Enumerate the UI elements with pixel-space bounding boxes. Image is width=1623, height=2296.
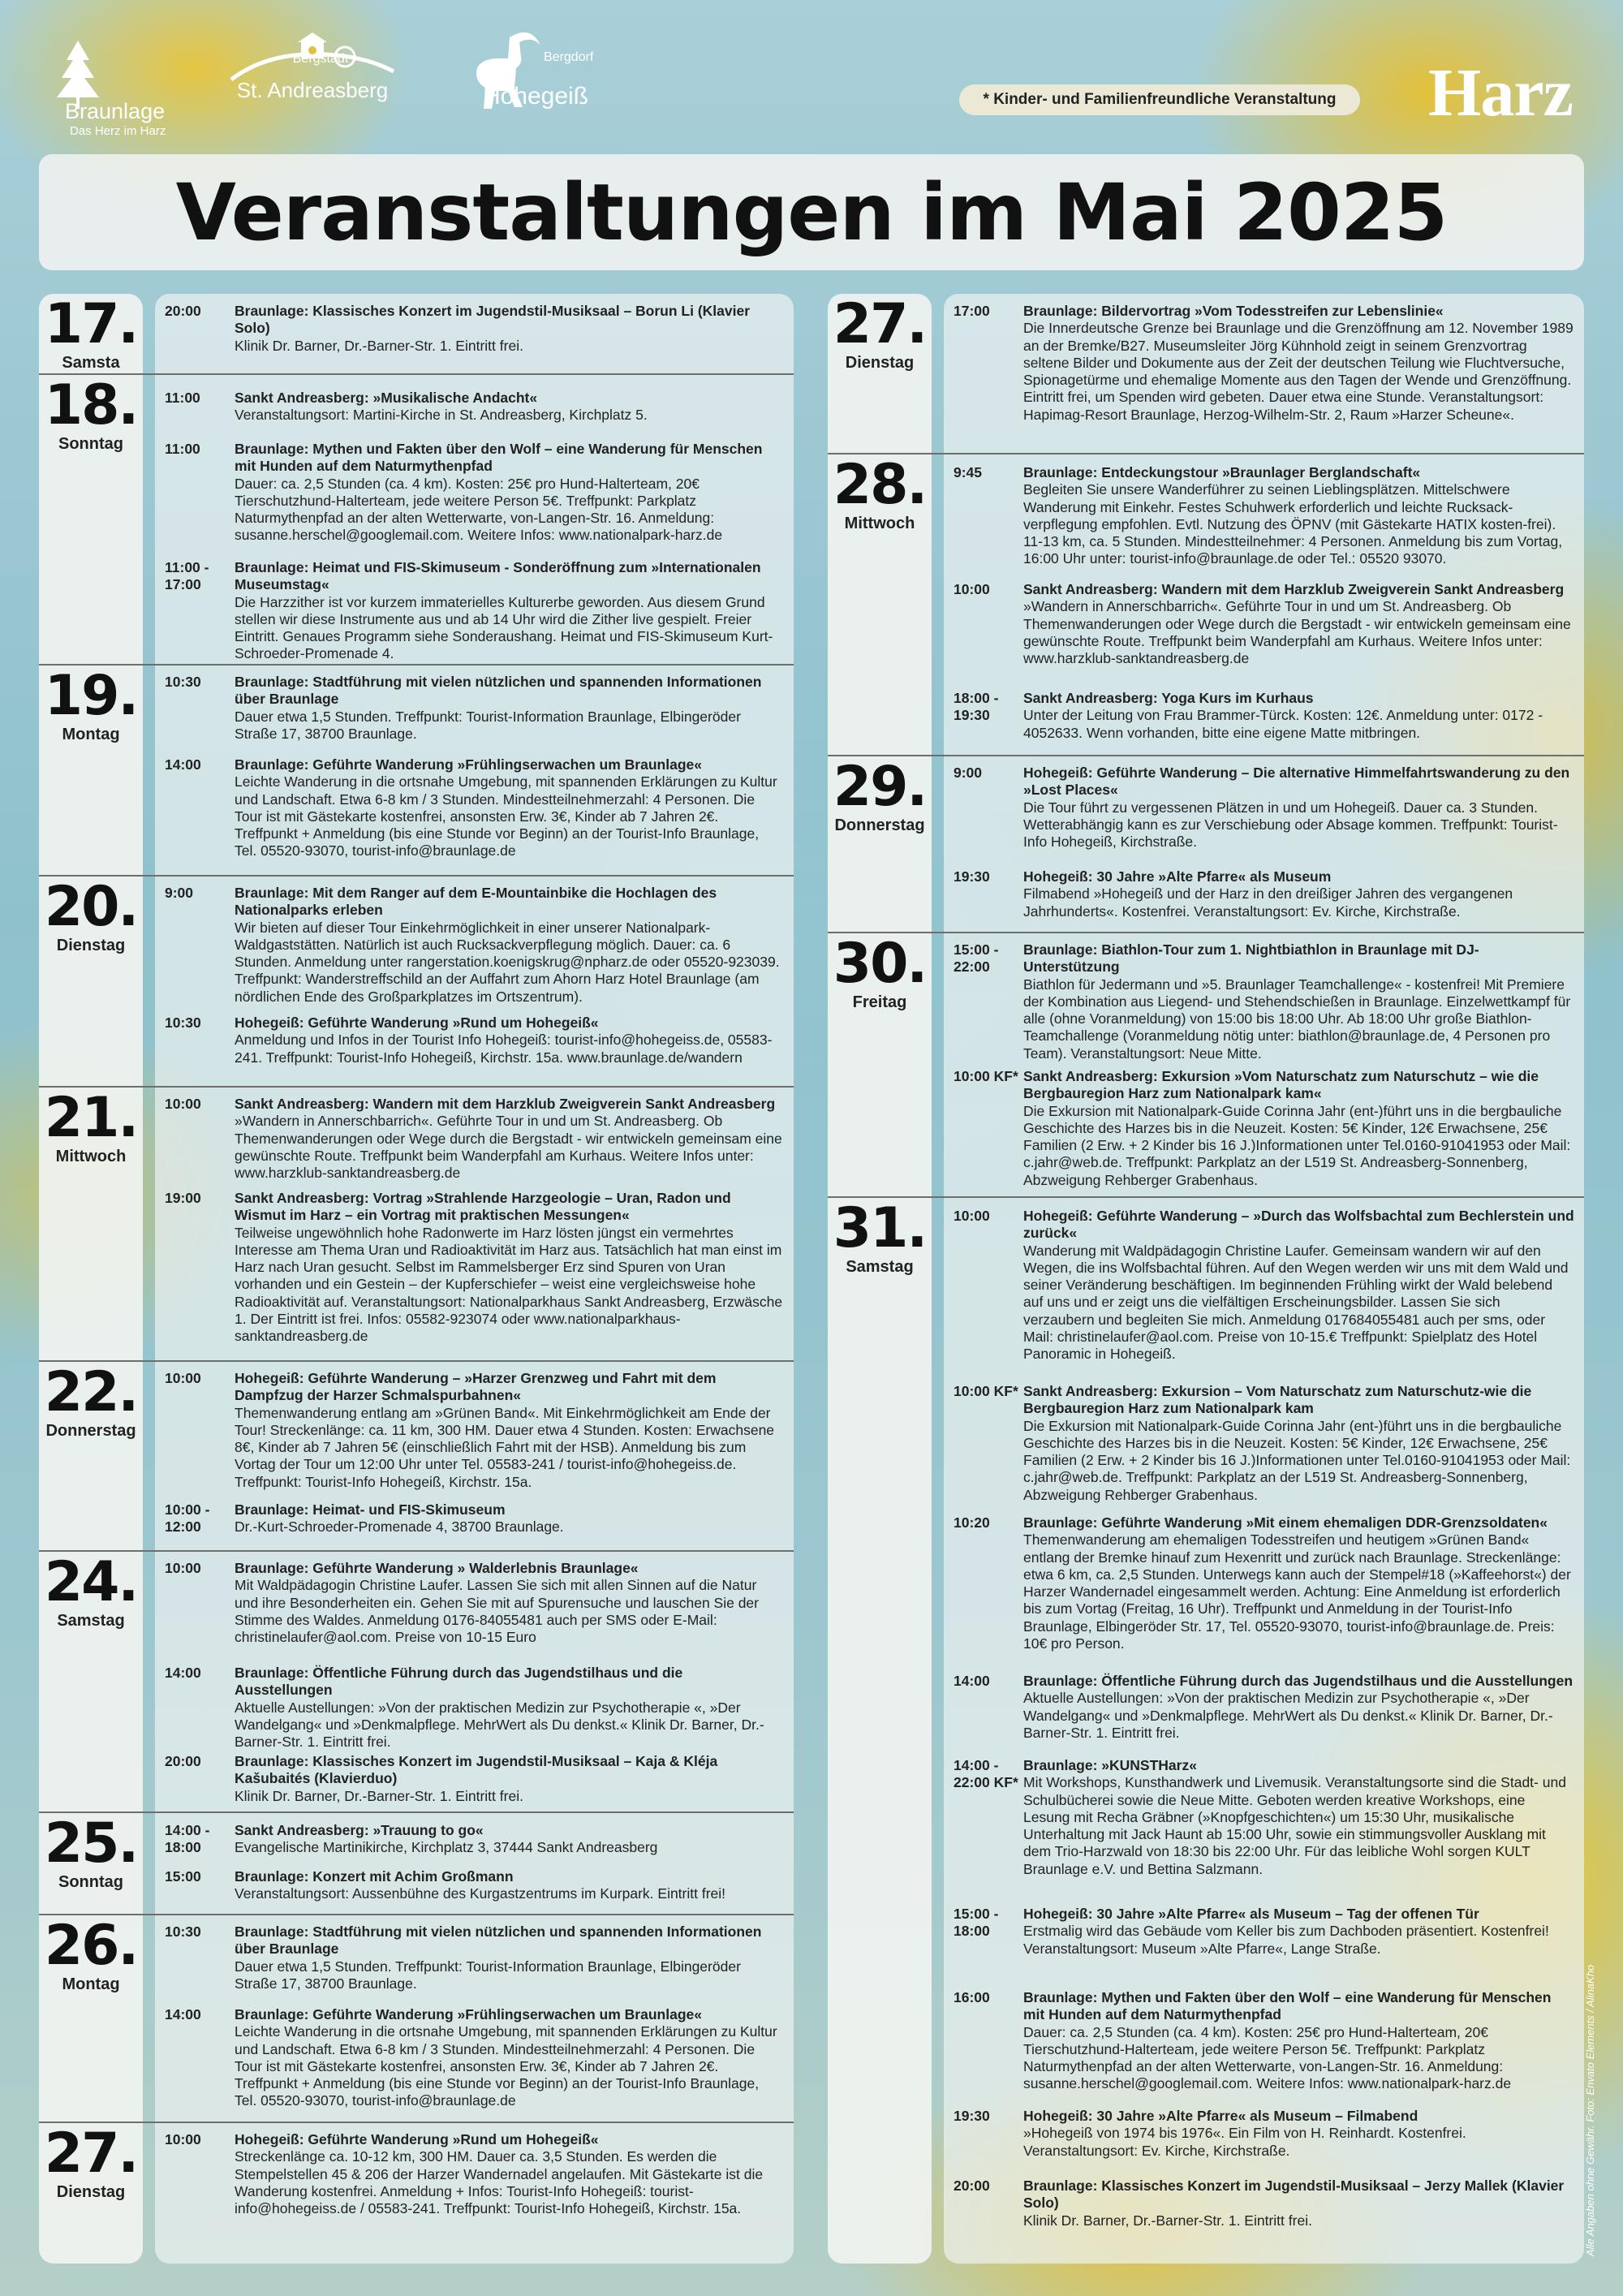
date-cell [828,294,932,373]
date-cell [39,1813,143,1892]
day-block [39,664,794,875]
weekday-label: Donnerstag [45,1422,136,1440]
weekday-label: Mittwoch [55,1148,127,1165]
event-entry [954,1906,1574,1958]
event-title: Braunlage: Geführte Wanderung »Mit einem ehemaligen DDR-Grenzsoldaten« [1023,1514,1548,1531]
event-description: Mit Workshops, Kunsthandwerk und Livemusik. Veranstaltungsorte sind die Stadt- und Schulbücherei sowie die Neue Mitte. Geboten werden kreative Workshops, eine Lesung mit Recha Gräbner (»Knopfgeschichten«) um 15:30 Uhr, musikalische Unterhaltung mit Jack Haunt ab 15:00 Uhr, sowie ein stimmungsvoller Ausklang mit dem Trio-Harzwald von 18:30 bis 22:00 Uhr. Für das leibliche Wohl sorgen KULT Braunlage e.V. und Bettina Salzmann. [1023,1774,1566,1877]
event-time: 10:00 [165,1370,201,1386]
date-cell [828,454,932,533]
event-description: Mit Waldpädagogin Christine Laufer. Lassen Sie sich mit allen Sinnen auf die Natur und ihre Besonderheiten ein. Gehen Sie mit auf Spurensuche und lauschen Sie der Stimme des Waldes. Anmeldung 0176-84055481 auch per SMS oder E-Mail: christinelaufer@aol.com. Preise von 10-15 Euro [235,1577,759,1646]
event-title: Braunlage: Stadtführung mit vielen nützlichen und spannenden Informationen über Braunlage [235,1923,762,1958]
date-cell [39,375,143,454]
weekday-label: Montag [62,726,120,743]
event-time: 15:00 [165,1868,201,1885]
photo-credit: Alle Angaben ohne Gewähr. Foto: Envato Elements / AlinaKho [1584,1964,1596,2256]
event-time: 10:00 [165,2131,201,2147]
events-column-left [39,294,794,2264]
hohegeiss-prefix: Bergdorf [544,50,594,64]
hohegeiss-logo [454,29,601,110]
event-entry [165,1868,784,1903]
st-andreasberg-name: St. Andreasberg [236,78,389,102]
event-description: Teilweise ungewöhnlich hohe Radonwerte im Harz lösten jüngst ein vermehrtes Interesse am Thema Uran und Radioaktivität im Harz aus. Tatsächlich hat man einst im Harz nach Uran gesucht. Selbst im Rammelsberger Erz sind Spuren von Uran vorhanden und ein Gestein – der Kupferschiefer – weist eine vergleichsweise hohe Radioaktivität auf. Veranstaltungsort: Nationalparkhaus Sankt Andreasberg, Erzwäsche 1. Der Eintritt ist frei. Infos: 05582-923074 oder www.nationalparkhaus-sanktandreasberg.de [235,1224,783,1345]
weekday-label: Samstag [57,1612,125,1630]
event-time: 10:30 [165,1923,201,1940]
event-time: 9:00 [954,765,983,781]
event-description: Dauer etwa 1,5 Stunden. Treffpunkt: Tourist-Information Braunlage, Elbingeröder Straße 17, 38700 Braunlage. [235,1958,741,1992]
date-cell [39,1362,143,1441]
event-title: Braunlage: Klassisches Konzert im Jugendstil-Musiksaal – Kaja & Kléja Kašubaités (Klavierduo) [235,1753,718,1787]
event-time: 10:00 [165,1096,201,1112]
day-block [828,755,1584,932]
event-time: 14:00 [165,2006,201,2022]
harz-brand-logo: Harz [1428,55,1573,131]
event-title: Braunlage: Konzert mit Achim Großmann [235,1868,514,1885]
event-entry [954,1757,1574,1878]
day-number: 19. [44,664,138,728]
event-time: 10:30 [165,674,201,690]
event-time: 11:00 [165,441,200,457]
day-block [39,1550,794,1811]
event-entry [165,756,784,860]
event-entry [165,1665,784,1751]
event-time: 19:30 [954,2108,990,2124]
event-time: 15:00 - 22:00 [954,941,999,975]
event-description: Streckenlänge ca. 10-12 km, 300 HM. Dauer ca. 3,5 Stunden. Es werden die Stempelstellen 45 & 206 der Harzer Wandernadel angelaufen. Mit Gästekarte ist die Wanderung kostenfrei. Anmeldung + Infos: Tourist-Info Hohegeiß: tourist-info@hohegeiss.de / 05583-241. Treffpunkt: Tourist-Info Hohegeiß, Kirchstr. 15a. [235,2148,764,2217]
event-time: 18:00 - 19:30 [954,690,999,723]
event-entry [165,303,784,355]
event-time: 11:00 [165,390,200,406]
event-entry [954,464,1574,568]
event-description: Unter der Leitung von Frau Brammer-Türck. Kosten: 12€. Anmeldung unter: 0172 - 4052633. Wenn vorhanden, bitte eine eigene Matte mitbringen. [1023,707,1543,741]
event-time: 10:00 KF* [954,1383,1018,1399]
weekday-label: Donnerstag [834,816,925,834]
event-description: Die Tour führt zu vergessenen Plätzen in und um Hohegeiß. Dauer ca. 3 Stunden. Wetterabhängig kann es zur Verschiebung oder Absage kommen. Treffpunkt: Tourist-Info Hohegeiß, Kirchstraße. [1023,799,1558,851]
event-entry [165,1560,784,1646]
event-time: 10:00 KF* [954,1068,1018,1084]
event-title: Hohegeiß: 30 Jahre »Alte Pfarre« als Museum [1023,868,1332,885]
event-title: Braunlage: Stadtführung mit vielen nützlichen und spannenden Informationen über Braunlage [235,674,762,708]
event-description: Leichte Wanderung in die ortsnahe Umgebung, mit spannenden Erklärungen zu Kultur und Landschaft. Etwa 6-8 km / 3 Stunden. Mindestteilnehmerzahl: 4 Personen. Die Tour ist mit Gästekarte kostenfrei, ansonsten Erw. 3€, Kinder ab 7 Jahren 2€. Treffpunkt + Anmeldung (bis eine Stunde vor Beginn) an der Tourist-Info Braunlage, Tel. 05520-93070, tourist-info@braunlage.de [235,773,777,859]
event-entry [954,1208,1574,1363]
event-title: Sankt Andreasberg: Exkursion »Vom Naturschatz zum Naturschutz – wie die Bergbauregion Harz zum Nationalpark kam« [1023,1068,1539,1102]
event-title: Braunlage: Heimat und FIS-Skimuseum - Sonderöffnung zum »Internationalen Museumstag« [235,559,761,593]
event-title: Braunlage: Geführte Wanderung » Walderlebnis Braunlage« [235,1560,639,1576]
weekday-label: Freitag [852,993,907,1011]
event-entry [954,1673,1574,1742]
title-banner [39,154,1584,270]
day-block [39,373,794,664]
date-cell [39,666,143,744]
weekday-label: Mittwoch [844,515,915,532]
event-entry [165,674,784,743]
event-time: 14:00 - 22:00 KF* [954,1757,1018,1790]
event-description: Filmabend »Hohegeiß und der Harz in den dreißiger Jahren des vergangenen Jahrhunderts«. Kostenfrei. Veranstaltungsort: Ev. Kirche, Kirchstraße. [1023,885,1513,920]
event-title: Hohegeiß: Geführte Wanderung – »Harzer Grenzweg und Fahrt mit dem Dampfzug der Harzer Schmalspurbahnen« [235,1370,717,1404]
event-description: Dauer: ca. 2,5 Stunden (ca. 4 km). Kosten: 25€ pro Hund-Halterteam, 20€ Tierschutzhund-Halterteam, jede weitere Person 5€. Treffpunkt: Parkplatz Naturmythenpfad an der alten Wetterwarte, von-Langen-Str. 16. Anmeldung: susanne.herschel@googlemail.com. Weitere Infos: www.nationalpark-harz.de [235,475,723,544]
day-block [39,294,794,373]
event-entry [165,390,784,424]
event-entry [954,1514,1574,1652]
event-description: Die Exkursion mit Nationalpark-Guide Corinna Jahr (ent-)führt uns in die bergbauliche Geschichte des Harzes bis in die Neuzeit. Kosten: 5€ Kinder, 12€ Erwachsene, 25€ Familien (2 Erw. + 2 Kinder bis 16 J.)Informationen unter Tel.0160-91041953 oder Mail: c.jahr@web.de. Treffpunkt: Parkplatz an der L519 St. Andreasberg-Sonnenberg, Abzweigung Rehberger Grabenhaus. [1023,1102,1571,1188]
event-title: Braunlage: Biathlon-Tour zum 1. Nightbiathlon in Braunlage mit DJ-Unterstützung [1023,941,1479,976]
braunlage-logo [41,39,179,138]
braunlage-logo-name: Braunlage [65,99,166,123]
event-time: 20:00 [165,303,201,319]
event-entry [165,559,784,663]
day-block [39,1914,794,2122]
family-friendly-note: * Kinder- und Familienfreundliche Veranstaltung [959,84,1360,115]
event-title: Sankt Andreasberg: Exkursion – Vom Naturschatz zum Naturschutz-wie die Bergbauregion Harz zum Nationalpark kam [1023,1383,1532,1417]
event-entry [954,941,1574,1062]
event-entry [165,1923,784,1992]
day-number: 27. [44,2122,138,2186]
event-title: Hohegeiß: 30 Jahre »Alte Pfarre« als Museum – Tag der offenen Tür [1023,1906,1479,1922]
event-entry [165,1096,784,1182]
event-time: 19:00 [165,1190,201,1206]
day-block [828,932,1584,1196]
event-description: Veranstaltungsort: Martini-Kirche in St. Andreasberg, Kirchplatz 5. [235,407,648,424]
event-title: Braunlage: Mythen und Fakten über den Wolf – eine Wanderung für Menschen mit Hunden auf dem Naturmythenpfad [235,441,763,475]
weekday-label: Samstag [846,1258,914,1276]
event-title: Hohegeiß: Geführte Wanderung »Rund um Hohegeiß« [235,1014,599,1031]
event-entry [954,765,1574,851]
event-title: Hohegeiß: Geführte Wanderung – »Durch das Wolfsbachtal zum Bechlerstein und zurück« [1023,1208,1574,1242]
event-description: Themenwanderung am ehemaligen Todesstreifen und heutigem »Grünen Band« entlang der Bremke hinauf zum Hexenritt und zurück nach Braunlage. Streckenlänge: etwa 6 km, ca. 2,5 Stunden. Unterwegs kann auch der Stempel#18 (»Kaffeehorst«) der Harzer Wandernadel eingesammelt werden. Achtung: Eine Anmeldung ist erforderlich bis zum Vortag (Freitag, 16 Uhr). Treffpunkt und Anmeldung in der Tourist-Info Braunlage, Elbingeröder Str. 17, Tel. 05520-93070, tourist-info@braunlage.de. Preis: 10€ pro Person. [1023,1531,1571,1652]
day-block [828,294,1584,453]
weekday-label: Sonntag [58,435,123,453]
event-description: »Wandern in Annerschbarrich«. Geführte Tour in und um St. Andreasberg. Ob Themenwanderungen oder Wege durch die Bergstadt - wir entwickeln gemeinsam eine gewünschte Route. Treffpunkt beim Wanderpfahl am Kurhaus. Weitere Infos unter: www.harzklub-sanktandreasberg.de [1023,598,1571,667]
date-cell [828,756,932,835]
event-entry [165,1822,784,1857]
event-time: 19:30 [954,868,990,885]
day-number: 22. [44,1360,138,1424]
day-number: 26. [44,1914,138,1978]
day-block [39,1086,794,1360]
event-description: Anmeldung und Infos in der Tourist Info Hohegeiß: tourist-info@hohegeiss.de, 05583-241. Treffpunkt: Tourist-Info Hohegeiß, Kirchstr. 15a. www.braunlage.de/wandern [235,1032,773,1066]
weekday-label: Sonntag [58,1873,123,1891]
event-description: Die Exkursion mit Nationalpark-Guide Corinna Jahr (ent-)führt uns in die bergbauliche Geschichte des Harzes bis in die Neuzeit. Kosten: 5€ Kinder, 12€ Erwachsene, 25€ Familien (2 Erw. + 2 Kinder bis 16 J.)Informationen unter Tel.0160-91041953 oder Mail: c.jahr@web.de. Treffpunkt: Parkplatz an der L519 St. Andreasberg-Sonnenberg, Abzweigung Rehberger Grabenhaus. [1023,1417,1571,1503]
event-title: Braunlage: Heimat- und FIS-Skimuseum [235,1501,506,1518]
day-block [39,1360,794,1550]
day-block [828,1196,1584,2264]
day-number: 20. [44,875,138,939]
event-description: Dauer etwa 1,5 Stunden. Treffpunkt: Tourist-Information Braunlage, Elbingeröder Straße 17, 38700 Braunlage. [235,708,741,742]
event-title: Sankt Andreasberg: Yoga Kurs im Kurhaus [1023,690,1314,706]
day-block [828,453,1584,755]
hohegeiss-name: Hohegeiß [482,83,589,110]
event-description: »Wandern in Annerschbarrich«. Geführte Tour in und um St. Andreasberg. Ob Themenwanderungen oder Wege durch die Bergstadt - wir entwickeln gemeinsam eine gewünschte Route. Treffpunkt beim Wanderpfahl am Kurhaus. Weitere Infos unter: www.harzklub-sanktandreasberg.de [235,1113,782,1182]
weekday-label: Montag [62,1975,120,1993]
event-entry [954,2108,1574,2160]
event-entry [165,441,784,545]
event-description: Begleiten Sie unsere Wanderführer zu seinen Lieblingsplätzen. Mittelschwere Wanderung mit Einkehr. Festes Schuhwerk erforderlich und leichte Rucksack-verpflegung empfohlen. Evtl. Nutzung des ÖPNV (mit Gästekarte HATIX kosten-frei). 11-13 km, ca. 5 Stunden. Mindestteilnehmer: 4 Personen. Anmeldung bis zum Vortag, 16:00 Uhr unter: tourist-info@braunlage.de oder Tel.: 05520 93070. [1023,481,1563,567]
event-description: Dauer: ca. 2,5 Stunden (ca. 4 km). Kosten: 25€ pro Hund-Halterteam, 20€ Tierschutzhund-Halterteam, jede weitere Person 5€. Treffpunkt: Parkplatz Naturmythenpfad an der alten Wetterwarte, von-Langen-Str. 16. Anmeldung: susanne.herschel@googlemail.com. Weitere Infos: www.nationalpark-harz.de [1023,2023,1512,2092]
event-time: 10:20 [954,1514,990,1531]
event-title: Braunlage: Mythen und Fakten über den Wolf – eine Wanderung für Menschen mit Hunden auf dem Naturmythenpfad [1023,1989,1552,2023]
st-andreasberg-prefix: Bergstadt [292,52,349,66]
event-time: 10:00 [954,581,990,597]
event-description: Veranstaltungsort: Aussenbühne des Kurgastzentrums im Kurpark. Eintritt frei! [235,1885,726,1902]
event-title: Braunlage: Öffentliche Führung durch das Jugendstilhaus und die Ausstellungen [235,1665,683,1699]
event-title: Hohegeiß: Geführte Wanderung – Die alternative Himmelfahrtswanderung zu den »Lost Places« [1023,765,1570,799]
event-title: Sankt Andreasberg: »Trauung to go« [235,1822,484,1838]
event-entry [954,1383,1574,1504]
event-time: 17:00 [954,303,990,319]
event-title: Braunlage: Öffentliche Führung durch das Jugendstilhaus und die Ausstellungen [1023,1673,1573,1689]
event-description: Wir bieten auf dieser Tour Einkehrmöglichkeit in einer unserer Nationalpark-Waldgaststätten. Natürlich ist auch Rucksackverpflegung möglich. Dauer: ca. 6 Stunden. Anmeldung unter rangerstation.koenigskrug@npharz.de oder 05520-923039. Treffpunkt: Wanderstreffschild an der Auffahrt zum Ahorn Harz Hotel Braunlage (am nördlichen Ende des Großparkplatzes im Ortszentrum). [235,919,780,1005]
event-description: Klinik Dr. Barner, Dr.-Barner-Str. 1. Eintritt frei. [235,337,523,354]
event-time: 10:00 - 12:00 [165,1501,210,1535]
day-block [39,2122,794,2264]
event-time: 14:00 - 18:00 [165,1822,210,1855]
day-number: 28. [833,453,927,517]
day-number: 29. [833,755,927,819]
day-number: 30. [833,932,927,996]
braunlage-logo-tagline: Das Herz im Harz [70,124,166,138]
event-entry [165,1190,784,1346]
event-time: 10:00 [165,1560,201,1576]
date-cell [39,877,143,955]
event-title: Braunlage: Entdeckungstour »Braunlager Berglandschaft« [1023,464,1421,480]
day-number: 31. [833,1196,927,1260]
event-description: Wanderung mit Waldpädagogin Christine Laufer. Gemeinsam wandern wir auf den Wegen, die ins Wolfsbachtal führen. Auf den Wegen werden wir uns mit dem Wald und seiner Veränderung beschäftigen. Im beginnenden Frühling wirkt der Wald belebend auf uns und er zeigt uns die vielfältigen Erscheinungsbilder. Lassen Sie sich verzaubern und begleiten Sie mich. Anmeldung 017684055481 auch per sms, oder Mail: christinelaufer@aol.com. Preise von 10-15.€ Treffpunkt: Spielplatz des Hotel Panoramic in Hohegeiß. [1023,1242,1569,1363]
day-block [39,1811,794,1914]
date-cell [39,1915,143,1994]
event-description: Die Innerdeutsche Grenze bei Braunlage und die Grenzöffnung am 12. November 1989 an der Bremke/B27. Museumsleiter Jörg Kühnhold zeigt in seinem Grenzvortrag seltene Bilder und Dokumente aus der Zeit der deutschen Teilung wie Fluchtversuche, Spionagetürme und ehemalige Momente aus den Tagen der Wende und Grenzöffnung. Eintritt frei, um Spenden wird gebeten. Dauer etwa eine Stunde. Veranstaltungsort: Hapimag-Resort Braunlage, Herzog-Wilhelm-Str. 2, Raum »Harzer Scheune«. [1023,320,1573,423]
event-title: Hohegeiß: Geführte Wanderung »Rund um Hohegeiß« [235,2131,599,2147]
event-description: Biathlon für Jedermann und »5. Braunlager Teamchallenge« - kostenfrei! Mit Premiere der Kombination aus Liegend- und Stehendschießen in Braunlage. Einzelwettkampf für alle (ohne Voranmeldung) von 15:00 bis 18:00 Uhr. Ab 18:00 Uhr große Biathlon-Teamchallenge (Voranmeldung nötig unter: biathlon@braunlage.de, 4 Personen pro Team). Veranstaltungsort: Neue Mitte. [1023,976,1571,1062]
event-description: Aktuelle Austellungen: »Von der praktischen Medizin zur Psychotherapie «, »Der Wandelgang« und »Denkmalpflege. MehrWert als Du denkst.« Klinik Dr. Barner, Dr.-Barner-Str. 1. Eintritt frei. [235,1699,764,1751]
day-number: 18. [44,373,138,437]
event-time: 20:00 [954,2178,990,2194]
event-time: 11:00 - 17:00 [165,559,209,592]
event-entry [954,581,1574,667]
event-description: Klinik Dr. Barner, Dr.-Barner-Str. 1. Eintritt frei. [1023,2212,1312,2229]
event-time: 20:00 [165,1753,201,1769]
day-number: 17. [44,292,138,356]
event-title: Braunlage: »KUNSTHarz« [1023,1757,1197,1773]
day-number: 21. [44,1086,138,1150]
event-title: Braunlage: Klassisches Konzert im Jugendstil-Musiksaal – Borun Li (Klavier Solo) [235,303,751,337]
event-time: 15:00 - 18:00 [954,1906,999,1939]
event-entry [954,303,1574,424]
event-time: 16:00 [954,1989,990,2005]
event-title: Sankt Andreasberg: »Musikalische Andacht« [235,390,538,406]
date-cell [39,2123,143,2202]
event-time: 14:00 [165,756,201,773]
event-description: Die Harzzither ist vor kurzem immaterielles Kulturerbe geworden. Aus diesem Grund stellen wir diese Instrumente aus und ab 14 Uhr wird die Zither live gespielt. Freier Eintritt. Genaues Programm siehe Sonderaushang. Heimat und FIS-Skimuseum Kurt-Schroeder-Promenade 4. [235,593,773,662]
event-entry [165,1014,784,1066]
date-cell [828,1198,932,1277]
st-andreasberg-logo [219,32,406,103]
weekday-label: Dienstag [845,354,915,372]
event-description: Themenwanderung entlang am »Grünen Band«. Mit Einkehrmöglichkeit am Ende der Tour! Streckenlänge: ca. 11 km, 300 HM. Dauer etwa 4 Stunden. Kosten: Erwachsene 8€, Kinder ab 7 Jahren 5€ (einschließlich Fahrt mit der HSB). Anmeldung bis zum Vortag der Tour um 12:00 Uhr unter Tel. 05583-241 / tourist-info@hohegeiss.de. Treffpunkt: Tourist-Info Hohegeiß, Kirchstr. 15a. [235,1404,775,1490]
event-entry [954,690,1574,742]
event-time: 10:30 [165,1014,201,1031]
day-number: 25. [44,1811,138,1876]
event-title: Braunlage: Bildervortrag »Vom Todesstreifen zur Lebenslinie« [1023,303,1444,319]
event-time: 14:00 [165,1665,201,1681]
event-entry [165,1501,784,1536]
event-title: Braunlage: Geführte Wanderung »Frühlingserwachen um Braunlage« [235,756,702,773]
weekday-label: Dienstag [56,937,126,954]
event-entry [165,2131,784,2217]
event-entry [165,885,784,1006]
event-title: Hohegeiß: 30 Jahre »Alte Pfarre« als Museum – Filmabend [1023,2108,1419,2124]
event-time: 9:00 [165,885,194,901]
event-time: 14:00 [954,1673,990,1689]
event-title: Braunlage: Geführte Wanderung »Frühlingserwachen um Braunlage« [235,2006,702,2022]
event-description: Evangelische Martinikirche, Kirchplatz 3, 37444 Sankt Andreasberg [235,1839,658,1856]
event-title: Braunlage: Klassisches Konzert im Jugendstil-Musiksaal – Jerzy Mallek (Klavier Solo) [1023,2178,1565,2212]
event-title: Sankt Andreasberg: Vortrag »Strahlende Harzgeologie – Uran, Radon und Wismut im Harz – ein Vortrag mit praktischen Messungen« [235,1190,731,1224]
date-cell [39,294,143,373]
event-entry [954,1989,1574,2093]
event-title: Sankt Andreasberg: Wandern mit dem Harzklub Zweigverein Sankt Andreasberg [1023,581,1565,597]
day-number: 27. [833,292,927,356]
event-entry [165,2006,784,2110]
event-description: Leichte Wanderung in die ortsnahe Umgebung, mit spannenden Erklärungen zu Kultur und Landschaft. Etwa 6-8 km / 3 Stunden. Mindestteilnehmerzahl: 4 Personen. Die Tour ist mit Gästekarte kostenfrei, ansonsten Erw. 3€, Kinder ab 7 Jahren 2€. Treffpunkt + Anmeldung (bis eine Stunde vor Beginn) an der Tourist-Info Braunlage, Tel. 05520-93070, tourist-info@braunlage.de [235,2023,777,2109]
date-cell [39,1552,143,1630]
weekday-label: Dienstag [56,2183,126,2201]
event-description: »Hohegeiß von 1974 bis 1976«. Ein Film von H. Reinhardt. Kostenfrei. Veranstaltungsort: Ev. Kirche, Kirchstraße. [1023,2125,1466,2159]
day-block [39,875,794,1086]
event-entry [954,868,1574,920]
date-cell [39,1088,143,1166]
event-entry [165,1370,784,1491]
event-time: 10:00 [954,1208,990,1224]
weekday-label: Samsta [62,354,120,372]
event-title: Sankt Andreasberg: Wandern mit dem Harzklub Zweigverein Sankt Andreasberg [235,1096,776,1112]
event-description: Klinik Dr. Barner, Dr.-Barner-Str. 1. Eintritt frei. [235,1787,523,1804]
page-title: Veranstaltungen im Mai 2025 [175,166,1448,258]
event-description: Dr.-Kurt-Schroeder-Promenade 4, 38700 Braunlage. [235,1518,564,1536]
events-column-right [828,294,1584,2264]
event-description: Aktuelle Austellungen: »Von der praktischen Medizin zur Psychotherapie «, »Der Wandelgang« und »Denkmalpflege. MehrWert als Du denkst.« Klinik Dr. Barner, Dr.-Barner-Str. 1. Eintritt frei. [1023,1690,1553,1741]
event-time: 9:45 [954,464,983,480]
day-number: 24. [44,1550,138,1614]
event-description: Erstmalig wird das Gebäude vom Keller bis zum Dachboden präsentiert. Kostenfrei! Veranstaltungsort: Museum »Alte Pfarre«, Lange Straße. [1023,1923,1549,1957]
date-cell [828,933,932,1012]
event-entry [954,1068,1574,1189]
event-title: Braunlage: Mit dem Ranger auf dem E-Mountainbike die Hochlagen des Nationalparks erleben [235,885,717,919]
event-entry [954,2178,1574,2229]
event-entry [165,1753,784,1805]
